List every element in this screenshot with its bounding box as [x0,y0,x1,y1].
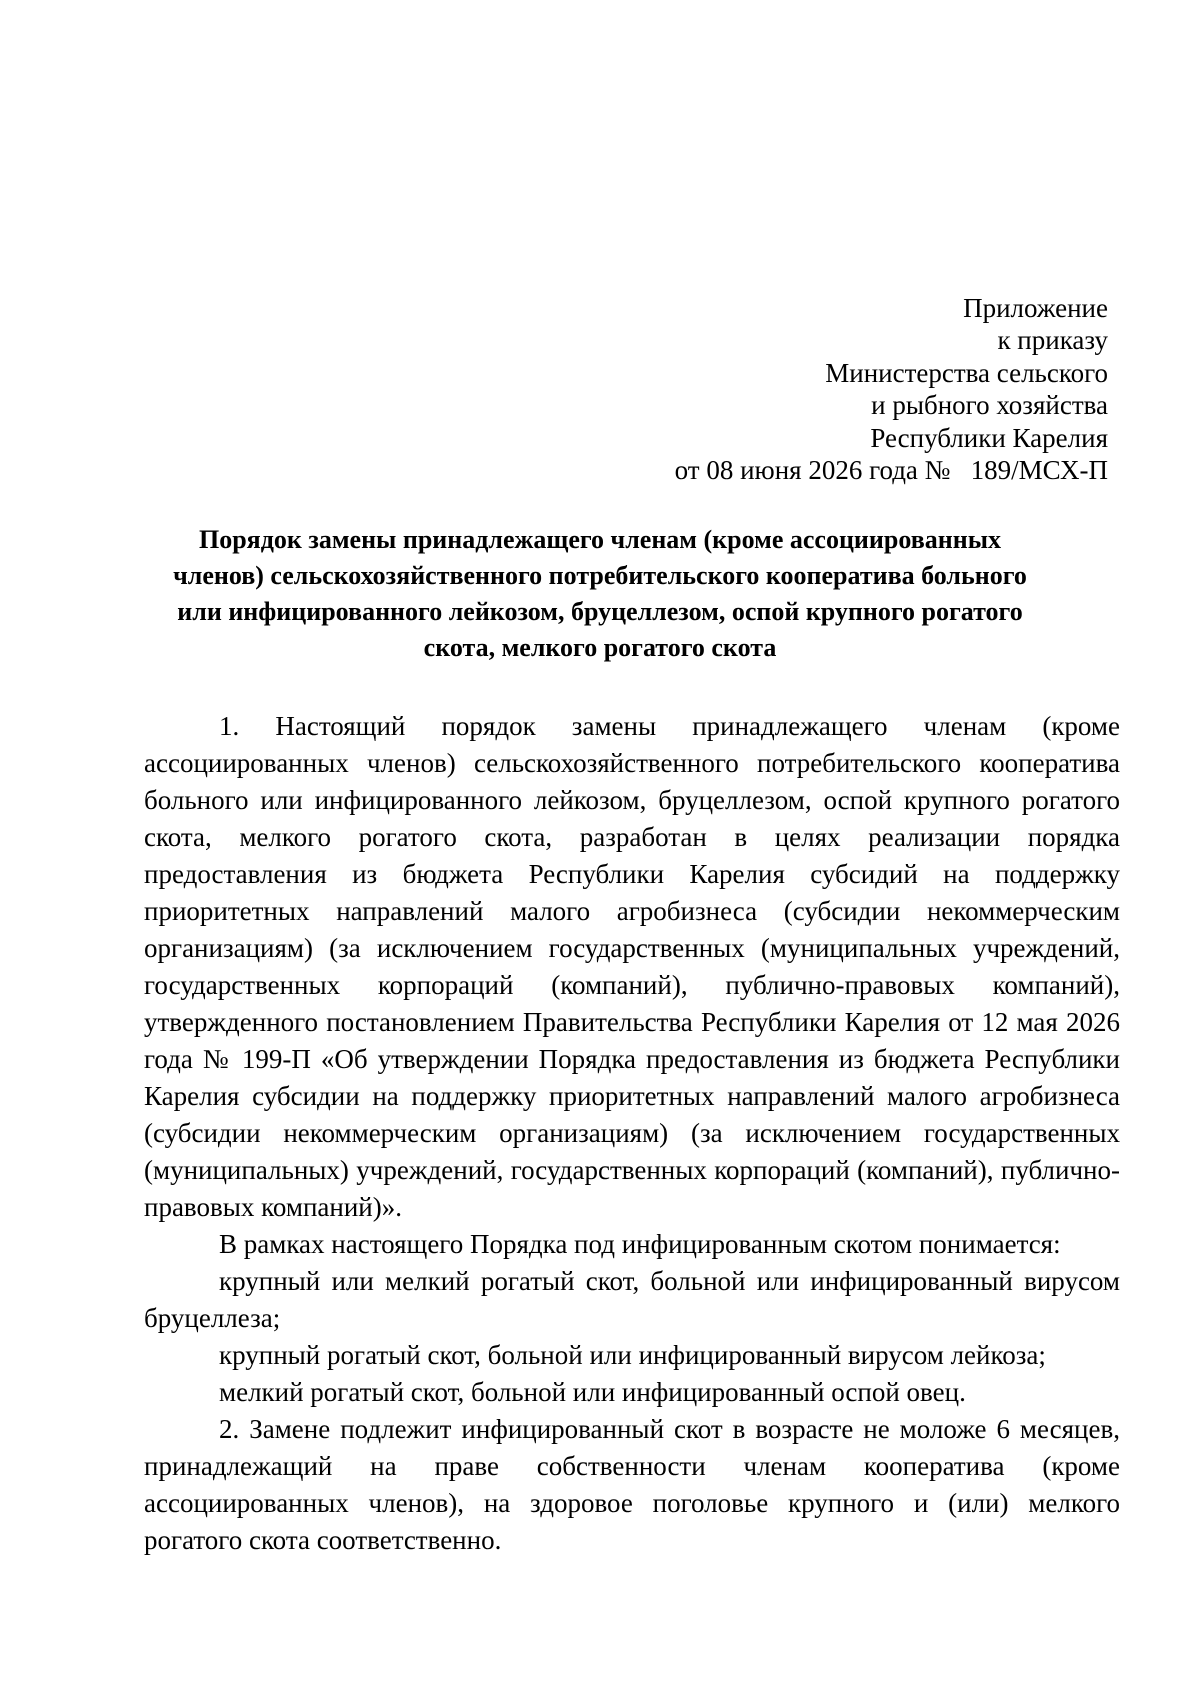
paragraph-definition-intro: В рамках настоящего Порядка под инфицированным скотом понимается: [219,1229,1061,1259]
appendix-order-line: от 08 июня 2026 года № 189/МСХ-П [674,455,1108,486]
appendix-line: Министерства сельского [825,357,1108,388]
appendix-line: Приложение [963,293,1108,323]
paragraph-2: 2. Замене подлежит инфицированный скот в возрасте не моложе 6 месяцев, принадлежащий на праве собственности членам кооператива (кроме ассоциированных членов), на здоровое поголовье крупного и (или) мелкого рогатого скота соответственно. [144,1414,1120,1555]
paragraph-definition-item: крупный или мелкий рогатый скот, больной или инфицированный вирусом бруцеллеза; [144,1266,1120,1333]
appendix-line: к приказу [997,325,1108,356]
paragraph-definition-item: мелкий рогатый скот, больной или инфицированный оспой овец. [219,1377,966,1407]
appendix-line: Республики Карелия [870,422,1108,453]
document-body [144,708,1120,1559]
paragraph-definition-item: крупный рогатый скот, больной или инфицированный вирусом лейкоза; [219,1340,1046,1370]
paragraph-1: 1. Настоящий порядок замены принадлежащего членам (кроме ассоциированных членов) сельскохозяйственного потребительского кооператива больного или инфицированного лейкозом, бруцеллезом, оспой крупного рогатого скота, мелкого рогатого скота, разработан в целях реализации порядка предоставления из бюджета Республики Карелия субсидий на поддержку приоритетных направлений малого агробизнеса (субсидии некоммерческим организациям) (за исключением государственных (муниципальных учреждений, государственных корпораций (компаний), публично-правовых компаний), утвержденного постановлением Правительства Республики Карелия от 12 мая 2026 года № 199-П «Об утверждении Порядка предоставления из бюджета Республики Карелия субсидии на поддержку приоритетных направлений малого агробизнеса (субсидии некоммерческим организациям) (за исключением государственных (муниципальных) учреждений, государственных корпораций (компаний), публично-правовых компаний)». [144,711,1120,1222]
appendix-line: и рыбного хозяйства [871,390,1108,421]
appendix-header [588,292,1108,486]
document-title: Порядок замены принадлежащего членам (кроме ассоциированных членов) сельскохозяйственного потребительского кооператива больного или инфицированного лейкозом, бруцеллезом, оспой крупного рогатого скота, мелкого рогатого скота [173,525,1027,662]
